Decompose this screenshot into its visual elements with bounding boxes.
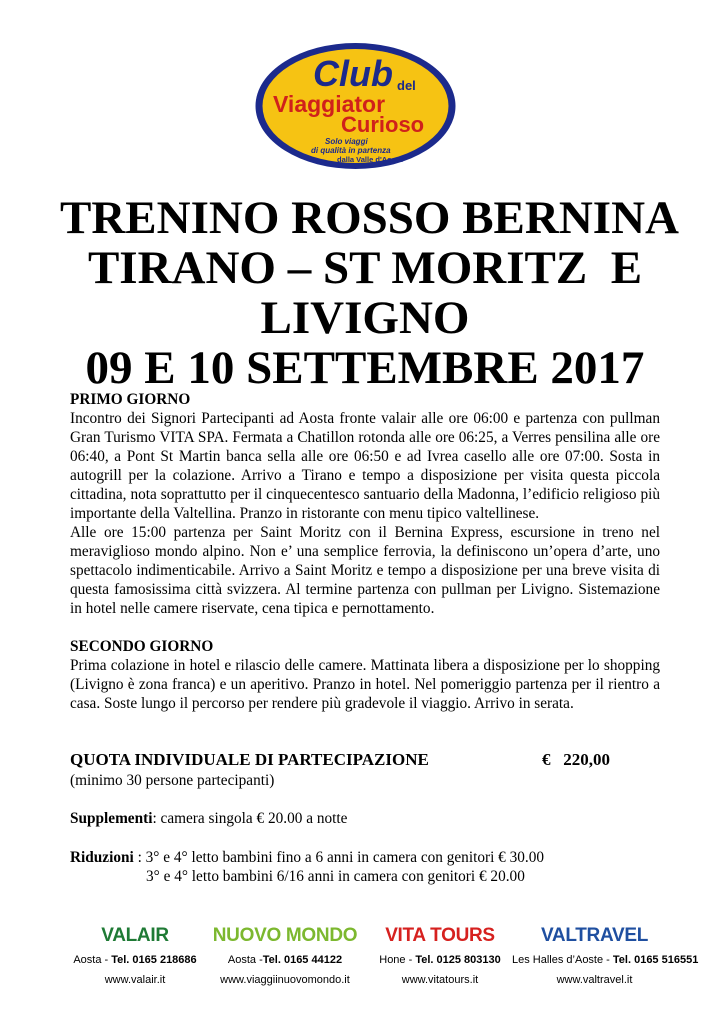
riduzioni <box>70 848 544 886</box>
agency-valtravel <box>512 924 699 991</box>
day2-paragraph-1: Prima colazione in hotel e rilascio delle camere. Mattinata libera a disposizione per lo shopping (Livigno è zona franca) e un aperitivo. Pranzo in hotel. Nel pomeriggio partenza per il rientro a casa. Soste lungo il percorso per rendere più gradevole il viaggio. Arrivo in serata. <box>70 657 660 712</box>
agency-phone: Aosta - Tel. 0165 218686 <box>73 954 197 966</box>
agency-phone: Hone - Tel. 0125 803130 <box>379 954 501 966</box>
logo-tagline-2: di qualità in partenza <box>311 146 391 155</box>
quota-price: € 220,00 <box>542 750 610 769</box>
logo-club-text: Club <box>313 53 393 94</box>
agency-website[interactable]: www.valtravel.it <box>556 974 633 986</box>
agency-phone: Aosta -Tel. 0165 44122 <box>227 954 343 966</box>
agency-valair <box>60 924 210 991</box>
title-line-1: TRENINO ROSSO BERNINA <box>60 192 679 244</box>
title-line-3: LIVIGNO <box>260 292 470 344</box>
supplementi <box>70 810 347 828</box>
agency-phone: Les Halles d’Aoste - Tel. 0165 516551 <box>512 954 699 966</box>
logo-curioso-text: Curioso <box>341 112 425 137</box>
agencies-footer <box>60 924 699 994</box>
riduzioni-label: Riduzioni <box>70 849 134 866</box>
agency-website[interactable]: www.valair.it <box>104 974 166 986</box>
agency-vita-tours <box>365 924 515 991</box>
logo-viaggiator-text: Viaggiator <box>273 91 386 117</box>
day1-heading: PRIMO GIORNO <box>70 391 191 408</box>
club-viaggiator-curioso-logo <box>253 40 458 172</box>
riduzioni-line-1: : 3° e 4° letto bambini fino a 6 anni in camera con genitori € 30.00 <box>133 849 545 866</box>
quota-label: QUOTA INDIVIDUALE DI PARTECIPAZIONE <box>70 750 429 769</box>
supplementi-text: : camera singola € 20.00 a notte <box>152 810 348 827</box>
supplementi-label: Supplementi <box>70 810 153 827</box>
agency-name: NUOVO MONDO <box>212 925 358 946</box>
riduzioni-line-2: 3° e 4° letto bambini 6/16 anni in camera con genitori € 20.00 <box>146 868 525 885</box>
logo-emblem <box>253 40 458 172</box>
page-title <box>60 192 679 394</box>
logo-tagline-1: Solo viaggi <box>325 137 368 146</box>
agency-website[interactable]: www.viaggiinuovomondo.it <box>220 974 350 986</box>
agency-name: VALTRAVEL <box>540 925 649 946</box>
title-line-4: 09 E 10 SETTEMBRE 2017 <box>85 342 645 394</box>
logo-tagline-3: dalla Valle d'Aosta <box>337 155 403 164</box>
agency-name: VITA TOURS <box>385 925 495 946</box>
itinerary-content <box>70 390 660 713</box>
logo-del-text: del <box>397 78 416 93</box>
title-line-2: TIRANO – ST MORITZ E <box>87 242 643 294</box>
agency-website[interactable]: www.vitatours.it <box>401 974 479 986</box>
agency-name: VALAIR <box>101 925 169 946</box>
day1-paragraph-2: Alle ore 15:00 partenza per Saint Moritz con il Bernina Express, escursione in treno nel meraviglioso mondo alpino. Non e’ una semplice ferrovia, la definiscono un’opera d’arte, uno spettacolo indimenticabile. Arrivo a Saint Moritz e tempo a disposizione per una breve visita di questa famosissima città svizzera. Al termine partenza con pullman per Livigno. Sistemazione in hotel nelle camere riservate, cena tipica e pernottamento. <box>70 524 660 617</box>
day2-heading: SECONDO GIORNO <box>70 638 214 655</box>
agency-nuovo-mondo <box>210 924 360 991</box>
quota-note: (minimo 30 persone partecipanti) <box>70 772 275 789</box>
day1-paragraph-1: Incontro dei Signori Partecipanti ad Aosta fronte valair alle ore 06:00 e partenza con pullman Gran Turismo VITA SPA. Fermata a Chatillon rotonda alle ore 06:25, a Verres pensilina alle ore 06:40, a Pont St Martin banca sella alle ore 06:50 e ad Ivrea casello alle ore 07:00. Sosta in autogrill per la colazione. Arrivo a Tirano e tempo a disposizione per visita questa piccola cittadina, nota soprattutto per il cinquecentesco santuario della Madonna, l’edificio religioso più importante della Valtellina. Pranzo in ristorante con menu tipico valtellinese. <box>70 410 660 522</box>
